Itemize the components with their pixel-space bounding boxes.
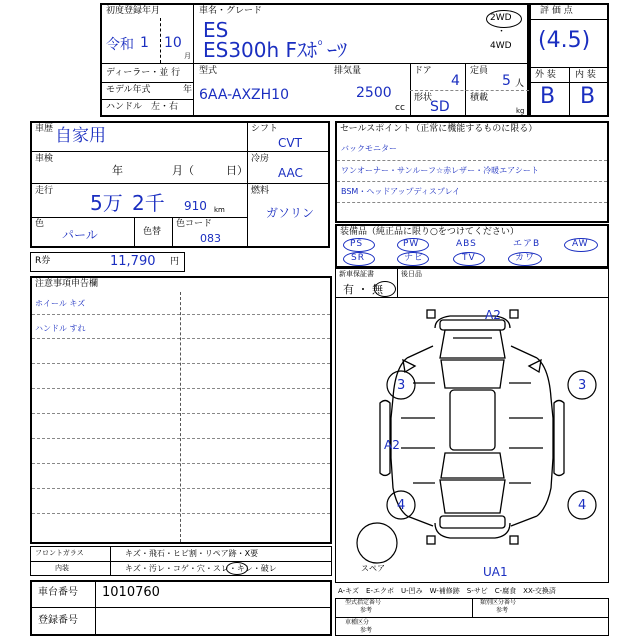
displacement: 2500 [356,85,392,101]
sales-points-label: セールスポイント（正常に機能するものに限る） [340,124,538,134]
warranty-value: 有 ・ 無 [343,283,383,296]
inspection-label: 車検 [35,154,54,164]
damage-left-front-wheel: 3 [397,378,406,393]
note-2: ハンドル すれ [35,324,86,333]
mileage-sen: 2千 [132,191,165,215]
registration-label: 登録番号 [38,615,78,626]
damage-rear: UA1 [483,565,508,579]
spare-label: スペア [361,564,385,573]
load-unit: kg [516,107,525,115]
recycle-unit: 円 [170,257,180,267]
first-reg-label: 初度登録年月 [106,6,161,16]
drive-2wd: 2WD [490,13,512,23]
mileage-man: 5万 [90,191,123,215]
inspection-year: 年 [112,164,123,177]
shift: CVT [278,136,302,150]
warranty-none-circle [374,281,396,297]
damage-left-rear-wheel: 4 [397,498,406,513]
equip-pw: PW [403,239,420,249]
shape-label: 形状 [414,93,433,103]
displacement-label: 排気量 [334,66,362,76]
fuel: ガソリン [266,206,315,220]
car-grade: ES300h Fｽﾎﾟｰﾂ [203,38,348,62]
ac: AAC [278,166,303,180]
doors: 4 [451,73,460,89]
reg-month: 10 [164,35,182,51]
exterior-label: 外 装 [535,70,556,80]
drive-4wd: 4WD [490,41,512,51]
month-unit: 月 [184,52,191,60]
sales-point-1: バックモニター [341,144,397,153]
front-glass-options: キズ・飛石・ヒビ割・リペア跡・X要 [125,549,259,558]
handle-label: ハンドル 左・右 [106,102,179,112]
inspection-day: 日） [226,164,248,177]
score-label: 評 価 点 [540,6,573,16]
inspection-month: 月（ [172,164,194,177]
capacity: 5 [502,73,511,89]
damage-legend: A-キズ E-エクボ U-凹み W-補修跡 S-サビ C-腐食 XX-交換済 [338,587,556,595]
category-ref-label: 類別区分番号 [480,599,517,606]
usage-label: 車歴 [35,124,54,134]
shift-label: シフト [251,124,279,134]
equip-sr: SR [351,253,365,263]
category-ref-sub: 参考 [496,607,509,614]
recycle-box [30,252,185,272]
damage-right-front-wheel: 3 [578,378,587,393]
displacement-unit: cc [395,103,405,113]
notes-label: 注意事項申告欄 [35,279,99,289]
equip-abs: ABS [456,239,477,249]
interior-label: 内 装 [575,70,596,80]
score: (4.5) [538,28,591,53]
color-code-label: 色コード [176,219,213,229]
ac-label: 冷房 [251,154,270,164]
color-label: 色 [35,219,45,229]
color-change-label: 色替 [143,227,162,237]
sales-point-2: ワンオーナー・サンルーフ☆赤レザー・冷暖エアシート [341,166,539,175]
era: 令和 [106,37,134,53]
recycle-amount: 11,790 [110,254,156,269]
model-year-unit: 年 [183,85,193,95]
capacity-unit: 人 [515,79,525,89]
car-diagram [335,298,609,583]
fuel-label: 燃料 [251,186,270,196]
model-year-label: モデル年式 [106,85,151,95]
equipment-label: 装備品（純正品に限り○をつけてください） [340,227,519,237]
recycle-label: R券 [35,256,51,266]
interior-sure-circle [226,562,248,575]
mileage-unit: km [214,206,225,214]
color: パール [62,228,98,242]
model-label: 型式 [199,66,218,76]
dealer-label: ディーラー・並 行 [106,68,181,78]
mileage-rest: 910 [184,199,207,213]
note-1: ホイール キズ [35,299,86,308]
model-code: 6AA-AXZH10 [199,87,289,103]
load-label: 積載 [470,93,489,103]
mileage-label: 走行 [35,186,54,196]
drive-dot: ・ [497,27,507,37]
capacity-label: 定員 [470,66,489,76]
doors-label: ドア [414,66,432,76]
damage-left-side: A2 [384,438,400,452]
front-glass-label: フロントガラス [35,549,84,557]
model-ref-sub: 参考 [360,607,373,614]
warranty-label: 新車保証書 [339,270,374,278]
usage: 自家用 [55,126,106,146]
equip-aw: AW [572,239,589,249]
shape: SD [430,99,450,115]
car-name-label: 車名・グレード [199,6,263,16]
chassis-label: 車台番号 [38,587,78,598]
equip-leather: カワ [515,253,536,263]
model-ref-label: 型式指定番号 [345,599,382,606]
notes-panel [30,276,332,544]
interior-cond-label: 内装 [55,564,69,572]
damage-right-rear-wheel: 4 [578,498,587,513]
damage-front: A2 [485,308,501,322]
reg-year: 1 [140,35,149,51]
rear-label: 後日品 [401,270,422,278]
equip-navi: ナビ [404,253,425,263]
color-code: 083 [200,232,221,245]
interior-cond-options: キズ・汚レ・コゲ・穴・スレ・キレ・破レ [125,564,277,573]
sales-point-3: BSM・ヘッドアップディスプレイ [341,187,461,196]
car-type-label: 車種区分 [345,619,370,626]
equip-tv: TV [462,253,476,263]
equip-airbag: エアB [513,239,541,249]
interior-grade: B [580,84,596,109]
chassis-number: 1010760 [102,585,160,600]
equip-ps: PS [350,239,364,249]
car-type-sub: 参考 [360,627,373,634]
exterior-grade: B [540,84,556,109]
car-make: ES [203,18,229,42]
